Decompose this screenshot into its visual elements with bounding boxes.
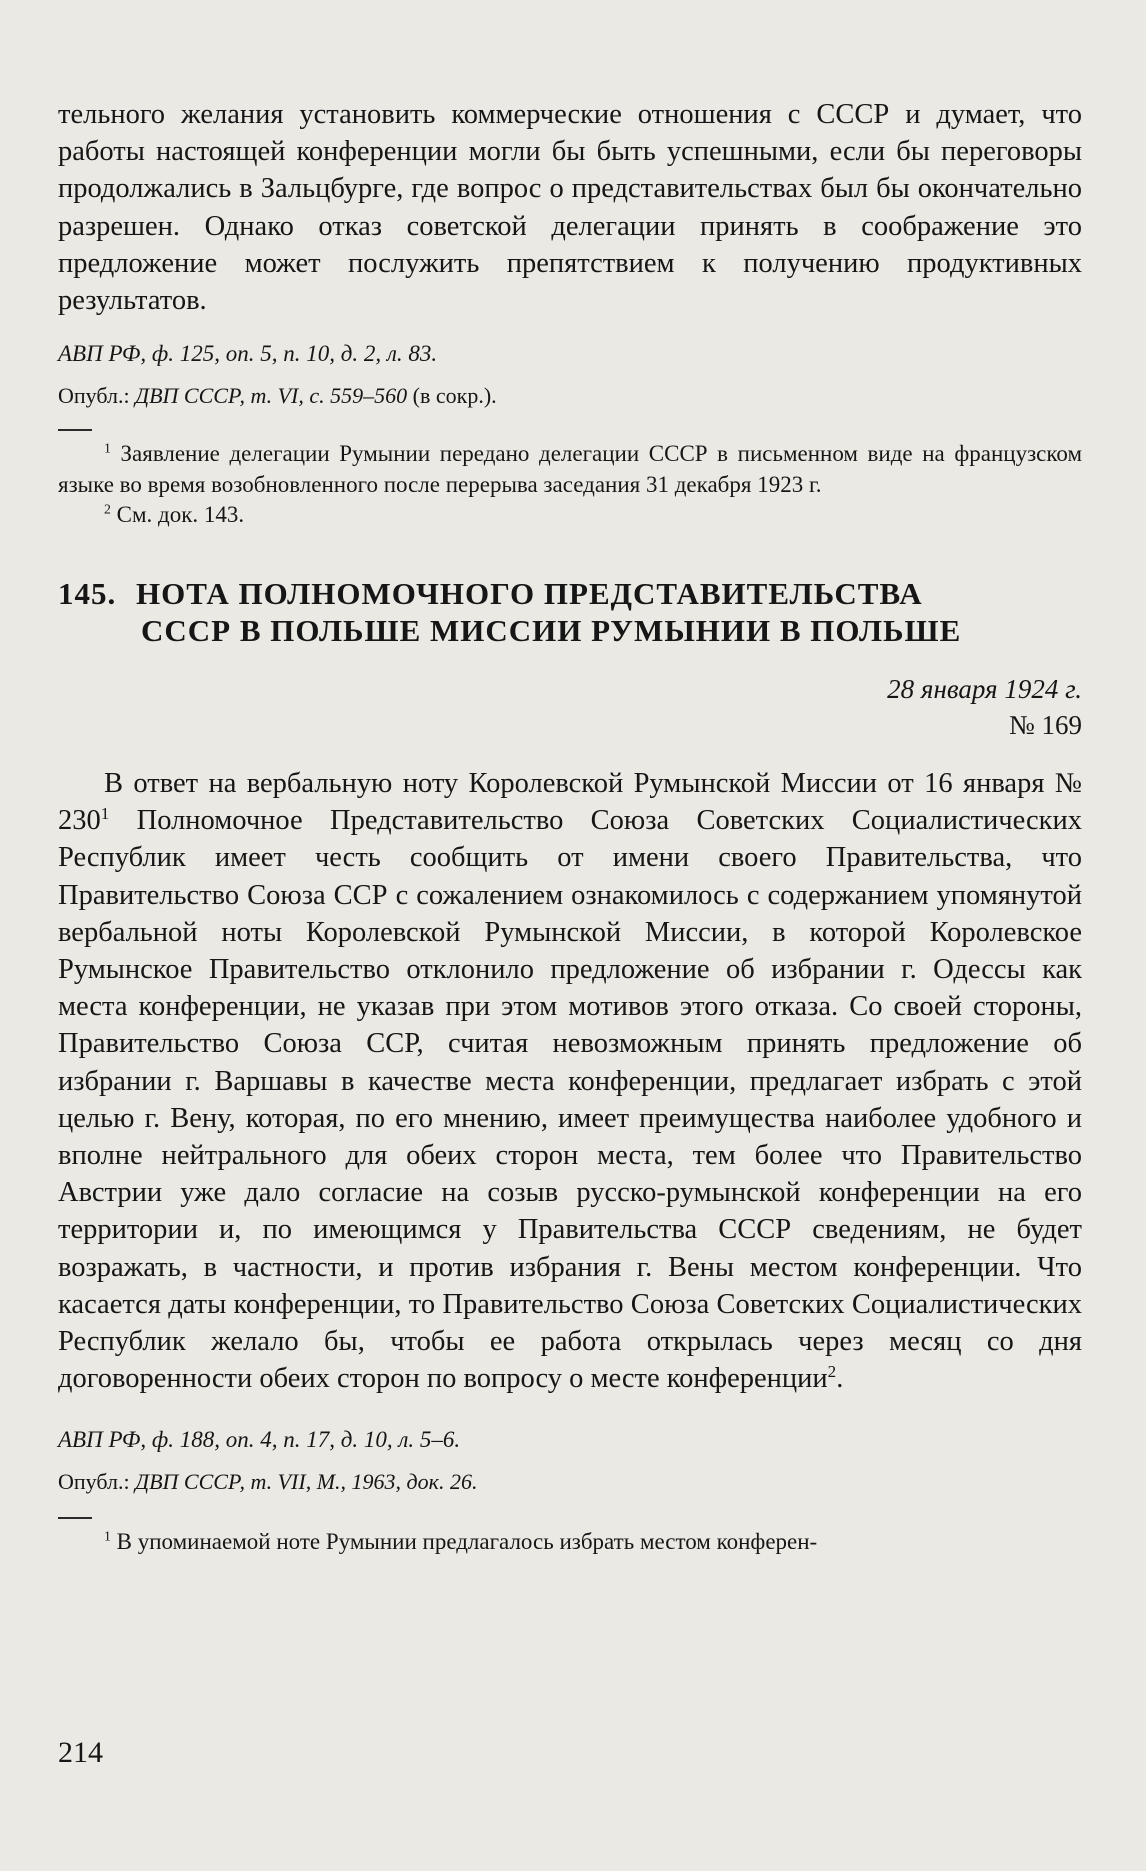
publication-prefix: Опубл.:: [58, 383, 136, 409]
footnote-text: В упоминаемой ноте Румынии предлагалось избрать местом конферен-: [110, 1529, 818, 1555]
page-number: 214: [58, 1736, 103, 1769]
footnote-ref-mark: 2: [827, 1362, 837, 1381]
main-text-part3: .: [836, 1363, 844, 1395]
footnote-text: Заявление делегации Румынии передано делегации СССР в письменном виде на французском языке во время возобновленного после перерыва заседания 31 декабря 1923 г.: [58, 441, 1082, 497]
footnote-mark: 1: [104, 1529, 111, 1545]
footnote: [58, 439, 1082, 500]
document-title-line1: НОТА ПОЛНОМОЧНОГО ПРЕДСТАВИТЕЛЬСТВА: [136, 576, 923, 611]
footnote: [58, 1527, 1082, 1558]
publication-ref: ДВП СССР, т. VI, с. 559–560: [135, 383, 408, 409]
document-date: [58, 671, 1082, 707]
archive-source-reference: АВП РФ, ф. 188, оп. 4, п. 17, д. 10, л. 5–6.: [58, 1427, 461, 1453]
continued-paragraph: тельного желания установить коммерческие отношения с СССР и думает, что работы настоящей конференции могли бы быть успешными, если бы переговоры продолжались в Зальцбурге, где вопрос о представительствах был бы окончательно разрешен. Однако отказ советской делегации принять в соображение это предложение может послужить препятствием к получению продуктивных результатов.: [58, 99, 1082, 317]
document-title-line2: СССР В ПОЛЬШЕ МИССИИ РУМЫНИИ В ПОЛЬШЕ: [141, 613, 962, 648]
footnote-text: См. док. 143.: [110, 502, 245, 528]
footnote-mark: 2: [104, 502, 111, 518]
footnote: [58, 500, 1082, 531]
document-date-text: 28 января 1924 г.: [887, 674, 1082, 704]
main-text-part2: Полномочное Представительство Союза Советских Социалистических Республик имеет честь сообщить от имени своего Правительства, что Правительство Союза ССР с сожалением ознакомилось с содержанием упомянутой вербальной ноты Королевской Румынской Миссии, в которой Королевское Румынское Правительство отклонило предложение об избрании г. Одессы как места конференции, не указав при этом мотивов этого отказа. Со своей стороны, Правительство Союза ССР, считая невозможным принять предложение об избрании г. Варшавы в качестве места конференции, предлагает избрать с этой целью г. Вену, которая, по его мнению, имеет преимущества наиболее удобного и вполне нейтрального для обеих сторон места, тем более что Правительство Австрии уже дало согласие на созыв русско-румынской конференции на его территории и, по имеющимся у Правительства СССР сведениям, не будет возражать, в частности, и против избрания г. Вены местом конференции. Что касается даты конференции, то Правительство Союза Советских Социалистических Республик желало бы, чтобы ее работа открылась через месяц со дня договоренности обеих сторон по вопросу о месте конференции: [58, 805, 1082, 1395]
archive-source-reference: АВП РФ, ф. 125, оп. 5, п. 10, д. 2, л. 83.: [58, 341, 438, 367]
document-reg-number: № 169: [1008, 710, 1082, 740]
footnote-ref-mark: 1: [100, 803, 110, 823]
document-heading: [58, 575, 1082, 649]
publication-ref: ДВП СССР, т. VII, М., 1963, док. 26.: [135, 1469, 478, 1495]
publication-reference: [58, 381, 1082, 411]
document-page: [58, 96, 1082, 1558]
publication-prefix: Опубл.:: [58, 1469, 136, 1495]
publication-reference: [58, 1467, 1082, 1497]
document-number: 145.: [58, 576, 117, 611]
publication-suffix: (в сокр.).: [407, 383, 497, 409]
main-text-part1: В ответ на вербальную ноту Королевской Румынской Миссии от 16 января № 230: [58, 768, 1082, 837]
main-text-paragraph: [58, 765, 1082, 1397]
footnote-mark: 1: [104, 440, 111, 456]
